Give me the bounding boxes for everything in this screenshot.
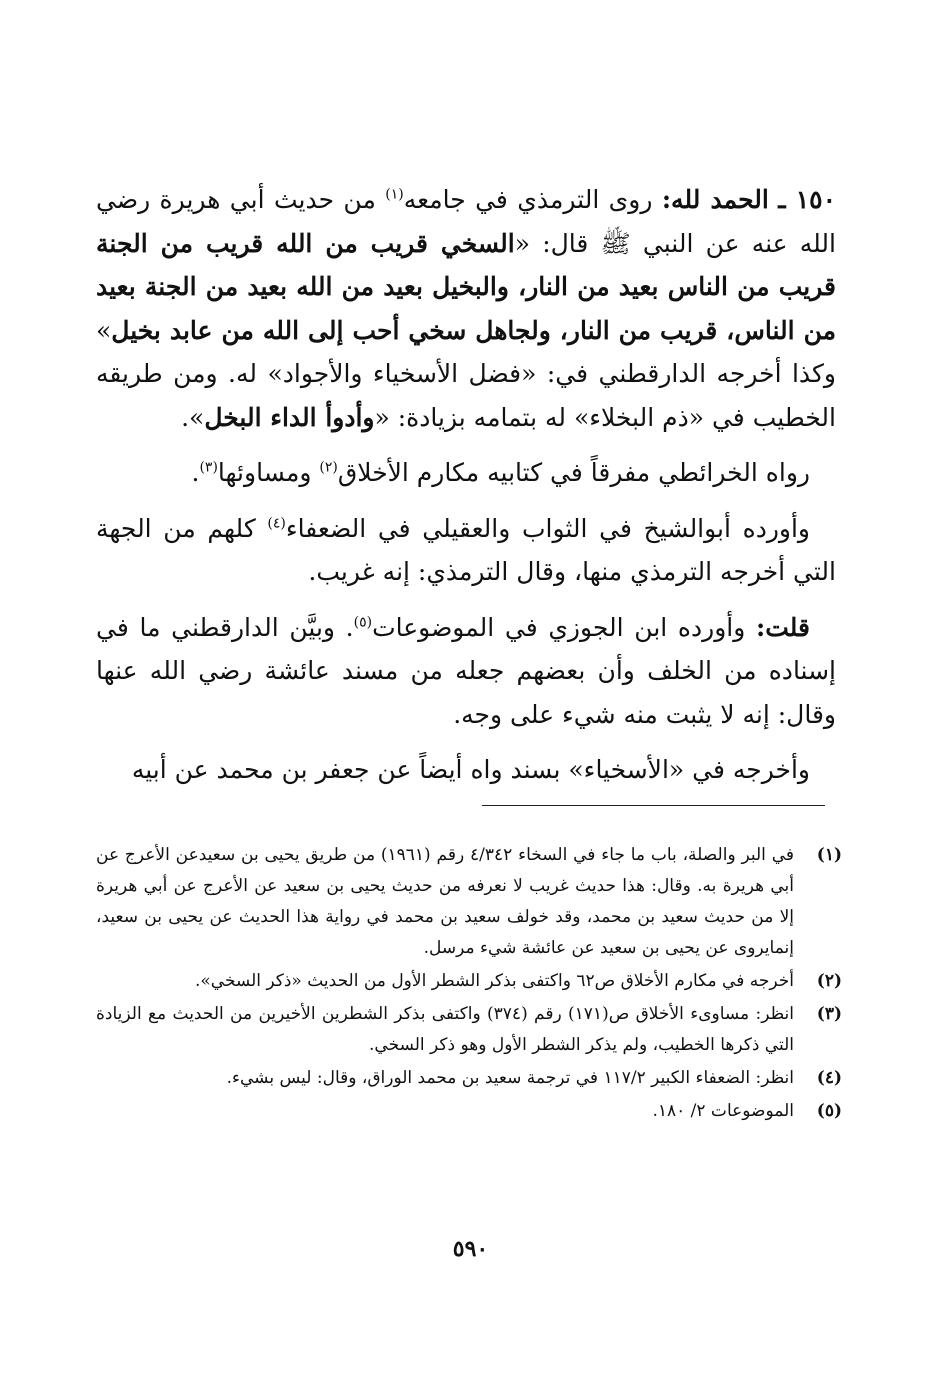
page-number: ٥٩٠: [452, 1236, 489, 1262]
footnote-text: الموضوعات ٢/ ١٨٠.: [652, 1101, 794, 1121]
footnote: [96, 840, 842, 964]
footnotes: [96, 840, 842, 1129]
paragraph-abushaykh: [96, 507, 836, 594]
text-span: من حديث أبي هريرة رضي الله عنه عن النبي ﷺ قال: «: [96, 185, 836, 258]
footnote: [96, 1063, 842, 1094]
footnote-separator: [482, 805, 825, 806]
paragraph-asakhiya: [96, 748, 836, 792]
main-text: [96, 178, 836, 804]
footnote-text: انظر: مساوىء الأخلاق ص(١٧١) رقم (٣٧٤) واكتفى بذكر الشطرين الأخيرين من الحديث مع الزيادة التي ذكرها الخطيب، ولم يذكر الشطر الأول وهو ذكر السخي.: [96, 1004, 795, 1055]
footnote-ref: (٣): [199, 459, 218, 476]
text-span: . وبيَّن الدارقطني ما في إسناده من الخلف وأن بعضهم جعله من مسند عائشة رضي الله عنها وقال: إنه لا يثبت منه شيء على وجه.: [96, 612, 836, 729]
text-span: كلهم من الجهة التي أخرجه الترمذي منها، وقال الترمذي: إنه غريب.: [96, 513, 836, 586]
footnote-text: أخرجه في مكارم الأخلاق ص٦٢ واكتفى بذكر الشطر الأول من الحديث «ذكر السخي».: [194, 971, 794, 991]
footnote-ref: (١): [385, 186, 404, 203]
entry-number: ١٥٠ ـ: [778, 185, 837, 214]
text-span: ومساوئها: [217, 458, 320, 487]
hadith-addition: وأدوأ الداء البخل: [204, 402, 375, 432]
footnote: [96, 999, 842, 1061]
footnote-ref: (٢): [319, 459, 338, 476]
paragraph-qultu: [96, 606, 836, 737]
text-span: » وكذا أخرجه الدارقطني في: «فضل الأسخياء والأجواد» له. ومن طريقه الخطيب في «ذم البخلاء» له بتمامه بزيادة: «: [96, 315, 836, 432]
text-span: رواه الخرائطي مفرقاً في كتابيه مكارم الأخلاق: [337, 458, 810, 487]
hadith-quote: السخي قريب من الله قريب من الجنة قريب من الناس بعيد من النار، والبخيل بعيد من الله بعيد من الجنة بعيد من الناس، قريب من النار، ولجاهل سخي أحب إلى الله من عابد بخيل: [96, 228, 836, 345]
qultu-label: قلت:: [755, 612, 810, 642]
text-span: وأورده أبوالشيخ في الثواب والعقيلي في الضعفاء: [285, 513, 811, 543]
text-span: وأورده ابن الجوزي في الموضوعات: [372, 612, 756, 642]
footnote-number: (٣): [816, 1004, 842, 1024]
text-span: ».: [181, 402, 205, 432]
footnote-number: (١): [816, 845, 842, 865]
footnote: [96, 966, 842, 997]
footnote-number: (٥): [816, 1101, 842, 1121]
paragraph-kharaiti: [96, 451, 836, 495]
footnote: [96, 1096, 842, 1127]
footnote-number: (٤): [816, 1068, 842, 1088]
footnote-number: (٢): [816, 971, 842, 991]
text-span: وأخرجه في «الأسخياء» بسند واه أيضاً عن جعفر بن محمد عن أبيه: [131, 755, 810, 784]
footnote-text: انظر: الضعفاء الكبير ١١٧/٢ في ترجمة سعيد بن محمد الوراق، وقال: ليس بشيء.: [226, 1068, 794, 1088]
text-span: .: [191, 458, 200, 487]
footnote-text: في البر والصلة، باب ما جاء في السخاء ٤/٣٤٢ رقم (١٩٦١) من طريق يحيى بن سعيدعن الأعرج عن أبي هريرة به. وقال: هذا حديث غريب لا نعرفه من حديث يحيى بن سعيد عن الأعرج عن أبي هريرة إلا من حديث سعيد بن محمد، وقد خولف سعيد بن محمد في رواية هذا الحديث عن يحيى بن سعيد، إنمايروى عن يحيى بن سعيد عن عائشة شيء مرسل.: [96, 845, 795, 958]
entry-heading: الحمد لله:: [661, 185, 769, 214]
footnote-ref: (٥): [353, 614, 373, 631]
paragraph-150: [96, 178, 836, 439]
footnote-ref: (٤): [267, 515, 286, 532]
text-span: روى الترمذي في جامعه: [403, 185, 662, 214]
